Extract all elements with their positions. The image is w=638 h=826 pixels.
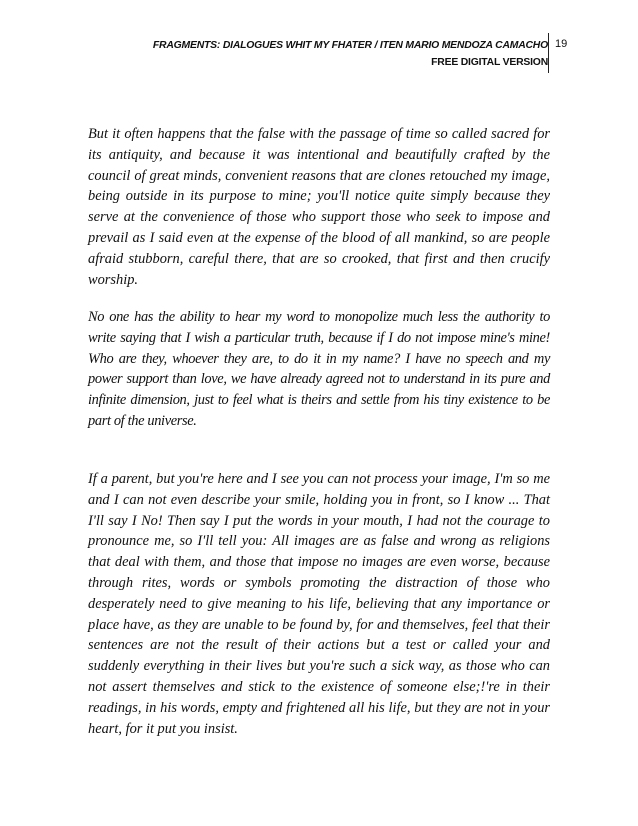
page-number: 19 — [555, 38, 568, 50]
paragraph-1: But it often happens that the false with the passage of time so called sacred for its antiquity, and because it was intentional and beautifully crafted by the council of great minds, convenient reasons that are clones retouched my image, being outside in its purpose to mine; you'll notice quite simply because they serve at the convenience of those who support those who seek to impose and prevail as I said even at the expense of the blood of all mankind, so are people afraid stubborn, careful there, that are so crooked, that first and then crucify worship. — [88, 126, 550, 288]
header-subtitle: FREE DIGITAL VERSION — [431, 57, 548, 68]
paragraph-2: No one has the ability to hear my word to monopolize much less the authority to write saying that I wish a particular truth, because if I do not impose mine's mine! Who are they, whoever they are, to do it in my name? I have no speech and my power support than love, we have already agreed not to understand in its pure and infinite dimension, just to feel what is theirs and settle from his tiny existence to be part of the universe. — [88, 309, 550, 429]
header-divider — [548, 33, 549, 73]
running-header — [120, 37, 548, 71]
paragraph-3: If a parent, but you're here and I see you can not process your image, I'm so me and I can not even describe your smile, holding you in front, so I know ... That I'll say I No! Then say I put the words in your mouth, I had not the courage to pronounce me, so I'll tell you: All images are as false and wrong as religions that deal with them, and those that impose no images are even worse, because through rites, words or symbols promoting the distraction of those who desperately need to give meaning to his life, believing that any importance or place have, as they are unable to be found by, for and themselves, feel that their sentences are not the result of their actions but a test or called your and suddenly everything in their lives but you're such a sick way, as those who can not assert themselves and stick to the existence of someone else;!'re in their readings, in his words, empty and frightened all his life, but they are not in your heart, for it put you insist. — [88, 471, 550, 737]
header-title: FRAGMENTS: DIALOGUES WHIT MY FHATER / ITEN MARIO MENDOZA CAMACHO — [152, 40, 548, 51]
